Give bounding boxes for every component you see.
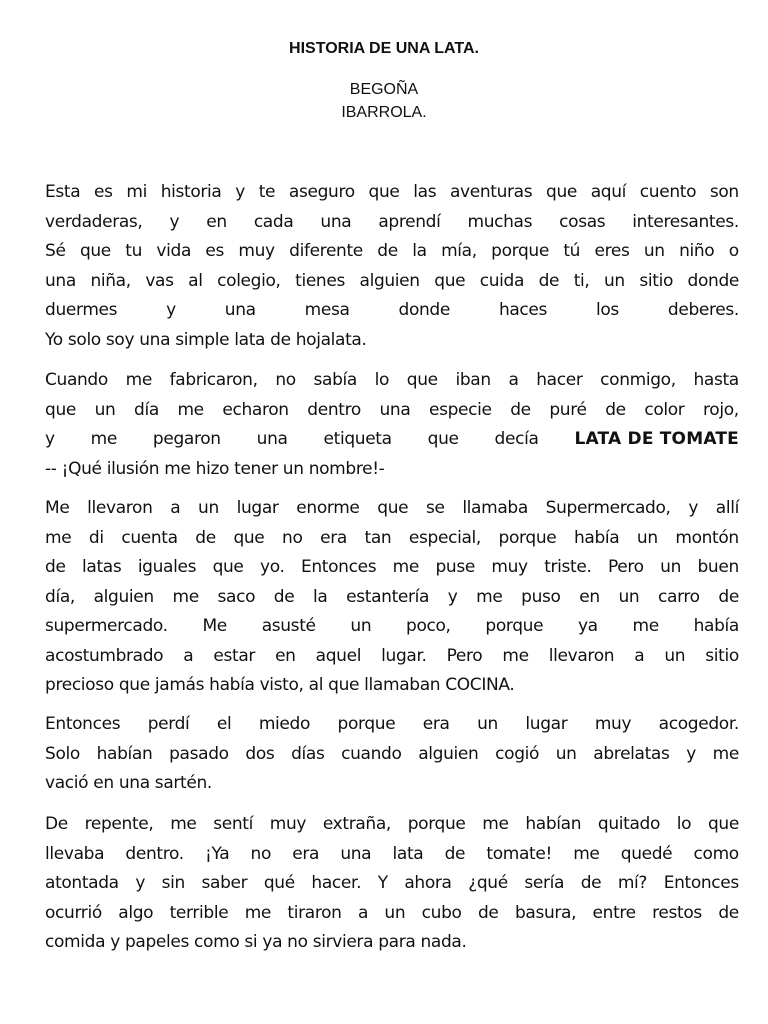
word: puré (549, 399, 587, 420)
word: una (320, 211, 352, 232)
word: un (350, 616, 372, 636)
word: era (422, 714, 450, 734)
word: saco (217, 586, 256, 607)
paragraph-line (45, 553, 739, 583)
word: tomate! (486, 843, 552, 864)
word: cuando (341, 743, 402, 764)
word: quitado (597, 814, 661, 834)
word: al (188, 270, 203, 291)
word: vida (156, 241, 192, 261)
word: color (644, 399, 685, 420)
word: que (377, 498, 409, 518)
word: Me (202, 616, 227, 636)
word: supermercado. (45, 616, 168, 636)
word: hacer (536, 370, 583, 390)
word: alguien (418, 743, 479, 764)
word: Pero (446, 645, 483, 666)
word: y (135, 873, 146, 893)
word: que (45, 399, 76, 420)
word: conmigo, (600, 370, 676, 390)
word: algo (118, 902, 154, 923)
word: habían (96, 743, 153, 764)
word: especie (428, 399, 492, 420)
word: me (482, 814, 509, 834)
word: se (425, 498, 445, 518)
word: miedo (258, 714, 311, 734)
word: Solo (45, 743, 80, 764)
paragraph-line (45, 267, 739, 297)
word: Cuando (45, 370, 108, 390)
word: muchas (467, 211, 533, 232)
word: que (406, 370, 438, 390)
word: ya (577, 616, 598, 636)
word: interesantes. (632, 211, 739, 232)
word: muy (269, 814, 307, 834)
word: había (573, 527, 620, 548)
word: basura, (514, 902, 577, 923)
word: carro (658, 586, 700, 607)
word: Entonces (300, 557, 377, 577)
word: día, (45, 586, 75, 607)
word: Y (377, 873, 388, 893)
word: me (502, 645, 529, 666)
word: cuenta (121, 527, 178, 548)
paragraph-line (45, 524, 739, 554)
paragraph-1 (45, 178, 739, 355)
word: una (379, 399, 411, 420)
word: de (45, 557, 66, 577)
word: y (235, 182, 245, 202)
paragraph-line (45, 642, 739, 672)
word: sitio (705, 645, 739, 666)
word: pegaron (152, 429, 221, 449)
word: puse (435, 557, 475, 577)
word: cubo (421, 902, 462, 923)
paragraph-4 (45, 710, 739, 799)
word: mi (126, 182, 147, 202)
word: vas (145, 270, 174, 291)
author-first-name: BEGOÑA (349, 81, 419, 98)
word: una (256, 429, 288, 449)
word: una (224, 300, 256, 320)
word: echaron (222, 399, 289, 420)
paragraph-line-with-label (45, 425, 739, 455)
paragraph-5 (45, 810, 739, 958)
word: lo (374, 370, 390, 390)
word: Pero (607, 557, 644, 577)
can-label-text: LATA DE TOMATE (574, 429, 739, 449)
paragraph-line (45, 899, 739, 929)
paragraph-line (45, 366, 739, 396)
word: aseguro (288, 182, 355, 202)
word: abrelatas (593, 743, 670, 764)
word: en (206, 211, 227, 232)
word: de (718, 586, 739, 607)
word: son (709, 182, 739, 202)
word: un (664, 645, 686, 666)
word: de (273, 586, 295, 607)
word: me (177, 399, 204, 420)
word: de (605, 399, 626, 420)
word: de (444, 843, 466, 864)
paragraph-line (45, 494, 739, 524)
word: hacer. (311, 873, 362, 893)
word: cada (253, 211, 294, 232)
paragraph-line (45, 583, 739, 613)
word: porque (498, 527, 557, 548)
word: aquí (590, 182, 627, 202)
word: de (195, 527, 216, 548)
word: sería (524, 873, 565, 893)
word: cosas (559, 211, 606, 232)
word: la (313, 586, 328, 607)
word: de (538, 270, 560, 291)
word: rojo, (703, 399, 739, 420)
paragraph-line (45, 296, 739, 326)
word: a (634, 645, 645, 666)
word: tienes (295, 270, 345, 291)
word: a (183, 645, 194, 666)
word: el (216, 714, 232, 734)
paragraph-line: comida y papeles como si ya no sirviera para nada. (45, 932, 467, 952)
word: repente, (84, 814, 154, 834)
paragraph-line: vació en una sartén. (45, 773, 212, 793)
word: a (508, 370, 519, 390)
word: mesa (304, 300, 350, 320)
word: que (79, 241, 111, 261)
word: que (427, 429, 459, 449)
word: en (579, 586, 600, 607)
word: aventuras (449, 182, 533, 202)
word: duermes (45, 300, 118, 320)
paragraph-line (45, 869, 739, 899)
word: lugar. (381, 645, 427, 666)
word: atontada (45, 873, 119, 893)
word: dentro. (125, 843, 184, 864)
word: un (618, 586, 640, 607)
word: di (88, 527, 104, 548)
word: y (688, 498, 699, 518)
paragraph-2 (45, 366, 739, 484)
word: y (447, 586, 458, 607)
word: mía, (441, 241, 477, 261)
word: tan (364, 527, 392, 548)
word: me (45, 527, 72, 548)
word: sabía (313, 370, 357, 390)
word: extraña, (322, 814, 391, 834)
word: en (275, 645, 296, 666)
word: que (434, 270, 466, 291)
word: Me (45, 498, 70, 518)
paragraph-line (45, 612, 739, 642)
word: quedé (620, 843, 673, 864)
word: de (477, 902, 499, 923)
word: es (94, 182, 113, 202)
word: allí (715, 498, 739, 518)
word: día (134, 399, 159, 420)
word: acogedor. (658, 714, 739, 734)
word: restos (652, 902, 702, 923)
word: montón (675, 527, 739, 548)
word: ¡Ya (205, 843, 230, 864)
word: porque (337, 714, 396, 734)
word: y (169, 211, 180, 232)
word: sentí (213, 814, 253, 834)
word: Entonces (663, 873, 739, 893)
word: iguales (137, 557, 197, 577)
word: me (90, 429, 117, 449)
word: donde (687, 270, 739, 291)
word: lugar (525, 714, 568, 734)
word: a (357, 902, 369, 923)
word: que (707, 814, 739, 834)
word: entre (592, 902, 636, 923)
word: que (212, 557, 244, 577)
word: muy (594, 714, 632, 734)
word: haces (498, 300, 548, 320)
word: donde (398, 300, 450, 320)
word: eres (594, 241, 630, 261)
word: un (477, 714, 498, 734)
word: historia (160, 182, 222, 202)
word: me (170, 814, 197, 834)
word: aquel (315, 645, 362, 666)
word: un (198, 498, 219, 518)
word: un (636, 527, 658, 548)
word: buen (697, 557, 739, 577)
word: días (291, 743, 325, 764)
word: un (603, 270, 625, 291)
word: lugar (236, 498, 279, 518)
word: porque (407, 814, 466, 834)
word: es (205, 241, 225, 261)
word: tú (563, 241, 581, 261)
word: de (377, 241, 398, 261)
word: saber (201, 873, 248, 893)
word: a (170, 498, 181, 518)
word: que (233, 527, 265, 548)
paragraph-line: Yo solo soy una simple lata de hojalata. (45, 329, 367, 350)
word: llamaba (462, 498, 528, 518)
word: que (546, 182, 577, 202)
word: alguien (93, 586, 154, 607)
word: no (282, 527, 303, 548)
word: me (476, 586, 503, 607)
word: muy (238, 241, 275, 261)
word: qué (263, 873, 295, 893)
paragraph-line (45, 237, 739, 267)
word: muy (491, 557, 528, 577)
word: y (166, 300, 176, 320)
word: porque (491, 241, 549, 261)
word: no (275, 370, 296, 390)
word: decía (494, 429, 539, 449)
word: un (384, 902, 406, 923)
word: Supermercado, (545, 498, 671, 518)
word: poco, (406, 616, 451, 636)
word: ocurrió (45, 902, 102, 923)
word: un (555, 743, 577, 764)
word: tu (125, 241, 143, 261)
word: tiraron (287, 902, 342, 923)
word: De (45, 814, 68, 834)
paragraph-line: precioso que jamás había visto, al que llamaban COCINA. (45, 675, 515, 695)
word: me (125, 370, 152, 390)
word: sin (161, 873, 185, 893)
word: triste. (544, 557, 592, 577)
word: Sé (45, 241, 66, 261)
word: y (45, 429, 55, 449)
word: las (413, 182, 437, 202)
word: de (718, 902, 739, 923)
paragraph-line (45, 840, 739, 870)
word: llevaron (548, 645, 615, 666)
word: cuida (479, 270, 525, 291)
word: enorme (296, 498, 360, 518)
word: ¿qué (468, 873, 508, 893)
word: era (292, 843, 320, 864)
word: me (632, 616, 659, 636)
word: un (660, 557, 682, 577)
word: ti, (573, 270, 590, 291)
word: pasado (169, 743, 229, 764)
word: habían (525, 814, 582, 834)
paragraph-line (45, 208, 739, 238)
word: alguien (359, 270, 420, 291)
word: yo. (260, 557, 285, 577)
word: sitio (639, 270, 673, 291)
word: un (94, 399, 116, 420)
word: había (693, 616, 739, 636)
word: era (320, 527, 347, 548)
paragraph-line (45, 740, 739, 770)
word: Esta (45, 182, 81, 202)
word: me (712, 743, 739, 764)
word: una (340, 843, 372, 864)
paragraph-line (45, 710, 739, 740)
word: ahora (404, 873, 452, 893)
word: llevaba (45, 843, 105, 864)
word: diferente (289, 241, 363, 261)
paragraph-line (45, 396, 739, 426)
word: puso (521, 586, 561, 607)
word: que (368, 182, 400, 202)
word: Entonces (45, 714, 121, 734)
word: deberes. (667, 300, 739, 320)
word: porque (485, 616, 544, 636)
word: dentro (307, 399, 361, 420)
paragraph-line (45, 810, 739, 840)
word: acostumbrado (45, 645, 164, 666)
word: colegio, (217, 270, 281, 291)
paragraph-line: -- ¡Qué ilusión me hizo tener un nombre!- (45, 458, 385, 479)
word: te (258, 182, 276, 202)
word: aprendí (378, 211, 441, 232)
word: verdaderas, (45, 211, 143, 232)
word: asusté (261, 616, 316, 636)
word: una (45, 270, 76, 291)
word: o (728, 241, 739, 261)
word: estar (213, 645, 256, 666)
word: mí? (617, 873, 648, 893)
word: me (172, 586, 199, 607)
word: dos (245, 743, 275, 764)
word: etiqueta (323, 429, 392, 449)
word: los (596, 300, 619, 320)
word: un (643, 241, 665, 261)
paragraph-3 (45, 494, 739, 701)
word: iban (455, 370, 491, 390)
word: niña, (90, 270, 131, 291)
word: estantería (346, 586, 430, 607)
word: de (510, 399, 531, 420)
word: y (686, 743, 696, 764)
word: me (392, 557, 419, 577)
word: cuento (639, 182, 697, 202)
word: me (573, 843, 600, 864)
word: perdí (147, 714, 190, 734)
word: niño (679, 241, 715, 261)
word: latas (82, 557, 122, 577)
document-title: HISTORIA DE UNA LATA. (289, 40, 479, 57)
word: fabricaron, (169, 370, 258, 390)
word: como (693, 843, 739, 864)
word: especial, (408, 527, 481, 548)
paragraph-line (45, 178, 739, 208)
word: hasta (693, 370, 739, 390)
word: la (412, 241, 427, 261)
word: de (580, 873, 602, 893)
word: llevaron (87, 498, 153, 518)
word: me (244, 902, 272, 923)
author-last-name: IBARROLA. (341, 104, 427, 121)
word: terrible (169, 902, 229, 923)
word: cogió (495, 743, 540, 764)
word: lo (676, 814, 692, 834)
word: no (250, 843, 271, 864)
word: lata (392, 843, 424, 864)
